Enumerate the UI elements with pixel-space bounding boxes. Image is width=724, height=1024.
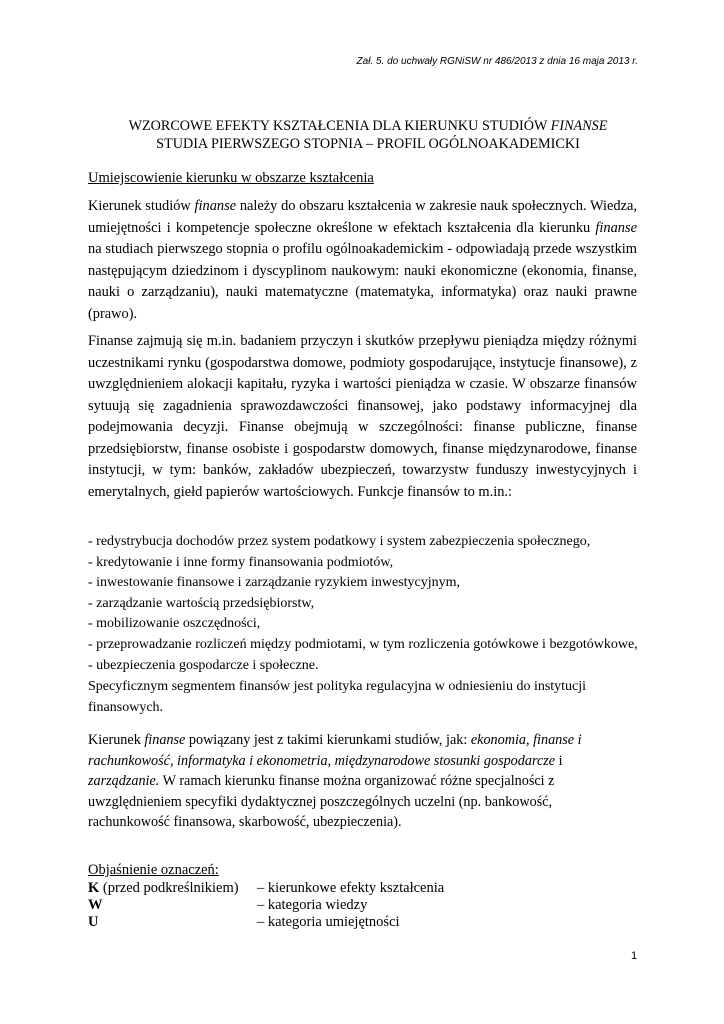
legend-description: – kategoria wiedzy	[257, 897, 368, 913]
legend-description: – kierunkowe efekty kształcenia	[257, 880, 445, 896]
legend-code	[88, 897, 103, 914]
resolution-note: Zał. 5. do uchwały RGNiSW nr 486/2013 z dnia 16 maja 2013 r.	[356, 56, 638, 67]
p1-italic-d: finanse	[595, 219, 637, 236]
list-item: - przeprowadzanie rozliczeń między podmiotami, w tym rozliczenia gotówkowe i bezgotówkowe,	[88, 636, 638, 652]
p3-italic-f: zarządzanie.	[88, 773, 160, 790]
p3-text-c: powiązany jest z takimi kierunkami studiów, jak:	[185, 732, 471, 748]
legend-code	[88, 880, 239, 897]
legend-code-letter: U	[88, 914, 99, 930]
p3-text-g: W ramach kierunku finanse można organizować różne specjalności z uwzględnieniem specyfiki dydaktycznej poszczególnych uczelni (np. bankowość, rachunkowość finansowa, skarbowość, ubezpieczenia).	[88, 773, 555, 831]
legend-description: – kategoria umiejętności	[257, 914, 400, 930]
paragraph-related-fields	[88, 730, 628, 833]
list-item: - ubezpieczenia gospodarcze i społeczne.	[88, 657, 319, 673]
title-line-1-italic: FINANSE	[550, 118, 608, 134]
legend-code-letter: W	[88, 897, 103, 913]
list-item: - inwestowanie finansowe i zarządzanie ryzykiem inwestycyjnym,	[88, 575, 461, 591]
p1-text-c: należy do obszaru kształcenia w zakresie nauk społecznych. Wiedza, umiejętności i kompetencje społeczne określone w efektach kształcenia dla kierunku	[88, 198, 637, 236]
list-item: - mobilizowanie oszczędności,	[88, 616, 261, 632]
p3-text-a: Kierunek	[88, 732, 145, 748]
page-number: 1	[631, 950, 638, 962]
list-item: - redystrybucja dochodów przez system podatkowy i system zabezpieczenia społecznego,	[88, 534, 591, 549]
functions-list	[88, 532, 648, 676]
list-item: - zarządzanie wartością przedsiębiorstw,	[88, 595, 315, 611]
legend-code	[88, 914, 98, 931]
p3-italic-d: ekonomia, finanse i rachunkowość, informatyka i ekonometria, międzynarodowe stosunki gospodarcze	[88, 732, 582, 769]
list-item: - kredytowanie i inne formy finansowania podmiotów,	[88, 554, 394, 570]
title-line-1-text: WZORCOWE EFEKTY KSZTAŁCENIA DLA KIERUNKU STUDIÓW	[128, 118, 551, 134]
paragraph-placement	[88, 196, 637, 325]
document-title-line-1	[88, 117, 648, 135]
legend-code-letter: K	[88, 880, 100, 896]
document-title-line-2: STUDIA PIERWSZEGO STOPNIA – PROFIL OGÓLNOAKADEMICKI	[156, 136, 580, 152]
legend-heading: Objaśnienie oznaczeń:	[88, 862, 219, 878]
specific-segment-text: Specyficznym segmentem finansów jest polityka regulacyjna w odniesieniu do instytucji finansowych.	[88, 679, 587, 715]
section-heading: Umiejscowienie kierunku w obszarze kształcenia	[88, 170, 374, 186]
p1-text-a: Kierunek studiów	[88, 198, 195, 214]
paragraph-finance-scope: Finanse zajmują się m.in. badaniem przyczyn i skutków przepływu pieniądza między różnymi uczestnikami rynku (gospodarstwa domowe, podmioty gospodarujące, instytucje finansowe), z uwzględnieniem alokacji kapitału, ryzyka i wartości pieniądza w czasie. W obszarze finansów sytuują się zagadnienia sprawozdawczości finansowej, jako podstawy informacyjnej dla podejmowania decyzji. Finanse obejmują w szczególności: finanse publiczne, finanse przedsiębiorstw, finanse osobiste i gospodarstw domowych, finanse międzynarodowe, finanse instytucji, w tym: banków, zakładów ubezpieczeń, towarzystw funduszy inwestycyjnych i emerytalnych, giełd papierów wartościowych. Funkcje finansów to m.in.:	[88, 333, 637, 500]
p3-italic-b: finanse	[144, 732, 186, 748]
p1-italic-b: finanse	[194, 198, 237, 214]
p1-text-e: na studiach pierwszego stopnia o profilu ogólnoakademickim - odpowiadają przede wszystkim następującym dziedzinom i dyscyplinom naukowym: nauki ekonomiczne (ekonomia, finanse, nauki o zarządzaniu), nauki matematyczne (matematyka, informatyka) oraz nauki prawne (prawo).	[88, 241, 637, 322]
p3-text-e: i	[555, 752, 563, 769]
legend-code-suffix: (przed podkreślnikiem)	[99, 880, 239, 896]
